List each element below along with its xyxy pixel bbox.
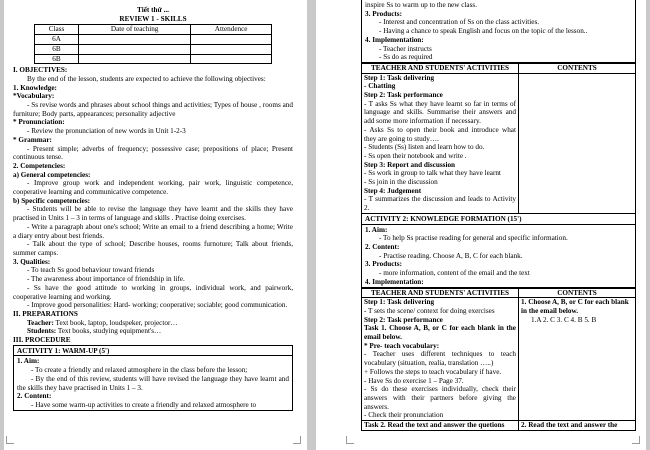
product-item: - more information, content of the email and the text <box>379 269 530 278</box>
attendance-cell <box>191 44 272 54</box>
class-table-header: Class <box>35 25 79 35</box>
class-table-header: Attendence <box>191 25 272 35</box>
contents-cell <box>519 421 636 431</box>
quality-item: - The awareness about importance of friendship in life. <box>27 275 185 284</box>
activity-1-body <box>13 356 293 410</box>
content-heading: 2. Content: <box>17 392 52 401</box>
table-header: CONTENTS <box>519 288 636 298</box>
teacher-label: Teacher: <box>27 318 54 327</box>
activity-1-table <box>361 63 636 214</box>
activities-cell <box>362 421 519 431</box>
activity-2-title: ACTIVITY 2: KNOWLEDGE FORMATION (15') <box>365 214 522 223</box>
products-heading: 3. Products: <box>365 260 403 269</box>
page-title: REVIEW 1 - SKILLS <box>119 14 187 23</box>
document-page-left <box>4 0 307 450</box>
preparations-heading: II. PREPARATIONS <box>13 309 78 318</box>
step-heading: Step 1: Task delivering <box>364 73 435 82</box>
step-item: + Follows the steps to teach vocabulary if have. <box>364 367 502 376</box>
objectives-intro: By the end of the lesson, students are expected to achieve the following objectives: <box>27 74 266 83</box>
task-heading: 1. Choose A, B, or C for each blank in the email below. <box>521 298 629 315</box>
answer-key: 1.A 2. C 3. C 4. B 5. B <box>531 315 597 324</box>
activity-2-table <box>361 288 636 431</box>
activity-2-body <box>361 225 636 288</box>
implementation-heading: 4. Implementation: <box>365 35 424 44</box>
content-item: - Practise reading. Choose A, B, C for each blank. <box>379 251 523 260</box>
task-heading: Task 1. Choose A, B, or C for each blank in the email below. <box>364 324 516 342</box>
table-row <box>35 44 272 54</box>
step-item: - T asks Ss what they have learnt so far in terms of language and skills. Summarise their answers and add some more information if necessary. <box>364 99 516 126</box>
students-preparation <box>13 327 293 336</box>
table-row <box>362 421 636 431</box>
table-header: TEACHER AND STUDENTS' ACTIVITIES <box>362 288 519 298</box>
class-cell: 6A <box>35 35 79 45</box>
step-heading: Step 2: Task performance <box>364 91 443 100</box>
grammar-heading: * Grammar: <box>13 135 52 144</box>
step-item: - Teacher uses different techniques to teach vocabulary (situation, realia, translation …..) <box>364 350 516 368</box>
table-row <box>35 54 272 64</box>
class-table-header: Date of teaching <box>79 25 191 35</box>
table-row <box>35 35 272 45</box>
students-label: Students: <box>27 327 57 336</box>
specific-competency-item: - Talk about the type of school; Describe houses, rooms furnoture; Talk about friends, summer camps. <box>13 240 293 257</box>
task-heading: Task 2. Read the text and answer the quetions <box>364 421 505 430</box>
step-item: - Students (Ss) listen and learn how to do. <box>364 143 485 152</box>
product-item: - Having a chance to speak English and focus on the topic of the lesson.. <box>379 27 588 36</box>
quality-item: - To teach Ss good behaviour toward friends <box>27 266 155 275</box>
step-item: - Ss work in group to talk what they have learnt <box>364 169 501 178</box>
aim-item: - By the end of this review, students will have revised the language they have learnt and the skills they have practised in Units 1 – 3. <box>17 374 289 392</box>
contents-cell <box>519 73 636 213</box>
page-corner-mark <box>346 436 354 444</box>
lesson-label: Tiết thứ ... <box>137 6 169 14</box>
activity-2-box <box>361 214 636 225</box>
text-line: inspire Ss to warm up to the new class. <box>365 1 477 9</box>
task-heading: 2. Read the text and answer the <box>521 421 618 430</box>
table-row <box>362 298 636 421</box>
general-competencies-heading: a) General competencies: <box>13 170 91 179</box>
date-cell <box>79 44 191 54</box>
step-item: - Check their pronunciation <box>364 411 444 420</box>
qualities-heading: 3. Qualities: <box>13 257 51 266</box>
step-heading: Step 1: Task delivering <box>364 298 435 307</box>
competencies-heading: 2. Competencies: <box>13 161 66 170</box>
specific-competencies-heading: b) Specific competencies: <box>13 196 91 205</box>
specific-competency-item: - Write a paragraph about one's school; Write an email to a friend describing a home; Write a diary entry about best friends. <box>13 222 293 240</box>
activity-1-continued <box>361 0 636 63</box>
activities-cell <box>362 298 519 421</box>
aim-item: - To help Ss practise reading for general and specific information. <box>379 234 568 243</box>
step-item: - T summarizes the discussion and leads to Activity 2. <box>364 195 516 213</box>
step-item: - Ss open their notebook and write . <box>364 151 467 160</box>
activity-1-box <box>13 345 293 357</box>
step-heading: Step 4: Judgement <box>364 186 422 195</box>
implementation-heading: 4. Implementation: <box>365 277 424 286</box>
content-heading: 2. Content: <box>365 242 400 251</box>
specific-competency-item: - Students will be able to revise the language they have learnt and the skills they have practised in Units 1 – 3 in terms of language and skills . Practise doing exercises. <box>13 205 293 223</box>
aim-heading: 1. Aim: <box>365 225 388 234</box>
content-item: - Have some warm-up activities to create a friendly and relaxed atmosphere to <box>31 400 257 409</box>
step-heading: Step 3: Report and discussion <box>364 160 456 169</box>
class-cell: 6B <box>35 44 79 54</box>
teacher-preparation <box>13 319 293 328</box>
step-item: - T sets the scene/ context for doing exercises <box>364 306 495 315</box>
step-item: - Have Ss do exercise 1 – Page 37. <box>364 376 464 385</box>
knowledge-heading: 1. Knowledge: <box>13 83 57 92</box>
step-heading: Step 2: Task performance <box>364 315 443 324</box>
pre-teach-heading: * Pre- teach vocabulary: <box>364 341 440 350</box>
date-cell <box>79 54 191 64</box>
students-text: Text books, studying equipment's… <box>56 327 162 336</box>
table-header: CONTENTS <box>519 63 636 73</box>
implementation-item: - Ss do as required <box>379 53 433 62</box>
products-heading: 3. Products: <box>365 9 403 18</box>
attendance-cell <box>191 54 272 64</box>
date-cell <box>79 35 191 45</box>
step-item: - Ss do these exercises individually, check their answers with their partners before giving the answers. <box>364 385 516 411</box>
product-item: - Interest and concentration of Ss on the class activities. <box>379 18 540 27</box>
table-row <box>362 73 636 213</box>
grammar-text: - Present simple; adverbs of frequency; possessive case; prepositions of place; Present continuous tense. <box>13 144 293 162</box>
class-table <box>34 24 272 64</box>
vocabulary-text: - Ss revise words and phrases about school things and activities; Types of house , rooms and furniture; Body parts, appearances; personality adjective <box>13 101 293 118</box>
step-item: - Chatting <box>364 82 396 91</box>
page-corner-mark <box>6 436 14 444</box>
table-header: TEACHER AND STUDENTS' ACTIVITIES <box>362 63 519 73</box>
aim-item: - To create a friendly and relaxed atmosphere in the class before the lesson; <box>31 366 248 375</box>
procedure-heading: III. PROCEDURE <box>13 336 71 345</box>
implementation-item: - Teacher instructs <box>379 44 432 53</box>
page-corner-mark <box>293 436 301 444</box>
quality-item: - Improve good personalities: Hard- working; cooperative; sociable; good communication. <box>27 301 288 310</box>
step-item: - Asks Ss to open their book and introduce what they are going to study…. <box>364 125 516 143</box>
activity-1-title: ACTIVITY 1: WARM-UP (5') <box>17 346 110 355</box>
class-cell: 6B <box>35 54 79 64</box>
objectives-heading: I. OBJECTIVES: <box>13 66 68 75</box>
attendance-cell <box>191 35 272 45</box>
quality-item: - Ss have the good attitude to working in groups, individual work, and pairwork, cooperative learning and working. <box>13 283 293 301</box>
page-corner-mark <box>632 436 640 444</box>
teacher-text: Text book, laptop, loudspeker, projector… <box>53 318 178 327</box>
pronunciation-heading: * Pronunciation: <box>13 118 65 127</box>
vocabulary-heading: *Vocabulary: <box>13 92 55 101</box>
step-item: - Ss join in the discussion <box>364 178 438 187</box>
general-competencies-text: - Improve group work and independent working, pair work, linguistic competence, cooperative learning and communicative competence. <box>13 179 293 197</box>
activities-cell <box>362 73 519 213</box>
pronunciation-text: - Review the pronunciation of new words in Unit 1-2-3 <box>27 127 186 136</box>
document-page-right <box>316 0 646 450</box>
aim-heading: 1. Aim: <box>17 357 40 366</box>
contents-cell <box>519 298 636 421</box>
